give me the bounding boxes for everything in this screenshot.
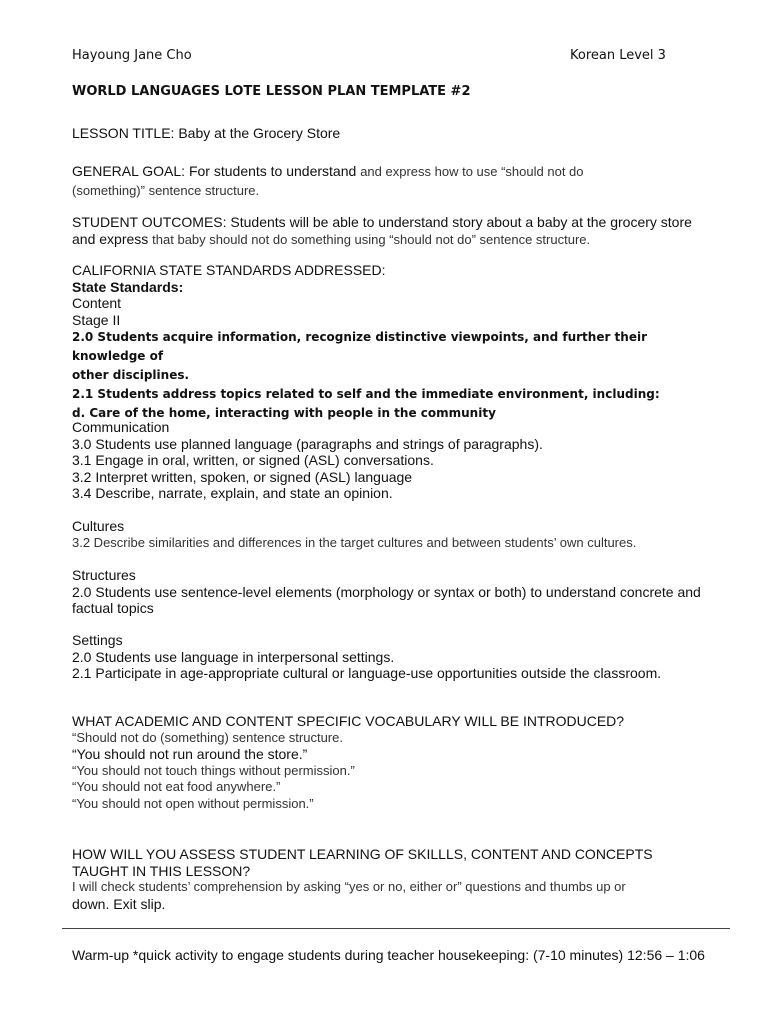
settings-item: 2.1 Participate in age-appropriate cultural or language-use opportunities outside the classroom. [72, 665, 662, 681]
cultures-section [72, 518, 702, 551]
template-title: WORLD LANGUAGES LOTE LESSON PLAN TEMPLATE #2 [72, 84, 471, 99]
warmup-line: Warm-up *quick activity to engage students during teacher housekeeping: (7-10 minutes) 12:56 – 1:06 [72, 947, 705, 963]
structures-line1: 2.0 Students use sentence-level elements (morphology or syntax or both) to understand concrete and [72, 583, 701, 600]
assessment-heading-line2: TAUGHT IN THIS LESSON? [72, 862, 251, 879]
communication-item: 3.0 Students use planned language (paragraphs and strings of paragraphs). [72, 435, 543, 452]
lesson-title: LESSON TITLE: Baby at the Grocery Store [72, 125, 341, 141]
vocabulary-heading: WHAT ACADEMIC AND CONTENT SPECIFIC VOCABULARY WILL BE INTRODUCED? [72, 713, 625, 729]
vocabulary-item: “You should not touch things without permission.” [72, 762, 355, 778]
vocabulary-item: “You should not open without permission.” [72, 795, 314, 811]
assessment-heading-line1: HOW WILL YOU ASSESS STUDENT LEARNING OF SKILLLS, CONTENT AND CONCEPTS [72, 846, 653, 862]
communication-item: 3.2 Interpret written, spoken, or signed (ASL) language [72, 468, 413, 485]
standards-heading: CALIFORNIA STATE STANDARDS ADDRESSED: [72, 262, 386, 278]
vocabulary-item: “Should not do (something) sentence structure. [72, 729, 343, 745]
structures-section [72, 567, 702, 617]
general-goal-rest: and express how to use “should not do [360, 164, 584, 179]
author-name: Hayoung Jane Cho [72, 48, 192, 63]
vocabulary-section [72, 713, 702, 812]
standard-2-0-cont: other disciplines. [72, 368, 190, 382]
communication-item: 3.4 Describe, narrate, explain, and state an opinion. [72, 485, 393, 501]
standards-subheading: State Standards: [72, 278, 184, 295]
settings-heading: Settings [72, 632, 123, 648]
general-goal [72, 163, 702, 199]
cultures-heading: Cultures [72, 518, 125, 534]
standards-content: Content [72, 295, 122, 311]
communication-section [72, 419, 702, 502]
standard-2-1-d: d. Care of the home, interacting with people in the community [72, 406, 496, 420]
vocabulary-item: “You should not run around the store.” [72, 746, 308, 762]
standard-2-0: 2.0 Students acquire information, recognize distinctive viewpoints, and further their knowledge of [72, 330, 648, 363]
structures-line2: factual topics [72, 600, 154, 616]
divider-rule [62, 928, 730, 929]
cultures-item: 3.2 Describe similarities and differences in the target cultures and between students’ own cultures. [72, 534, 637, 550]
student-outcomes-line1: STUDENT OUTCOMES: Students will be able to understand story about a baby at the grocery store [72, 214, 692, 230]
standards-section [72, 262, 702, 423]
standards-stage: Stage II [72, 311, 121, 328]
student-outcomes-line2b: that baby should not do something using “should not do” sentence structure. [152, 231, 591, 247]
student-outcomes [72, 214, 702, 248]
assessment-section [72, 846, 702, 912]
assessment-line1: I will check students’ comprehension by asking “yes or no, either or” questions and thumbs up or [72, 879, 626, 894]
course-level: Korean Level 3 [570, 48, 666, 63]
student-outcomes-line2a: and express [72, 230, 153, 247]
communication-item: 3.1 Engage in oral, written, or signed (ASL) conversations. [72, 452, 434, 468]
general-goal-line2: (something)” sentence structure. [72, 182, 260, 198]
assessment-line2: down. Exit slip. [72, 895, 166, 912]
settings-section [72, 632, 702, 682]
communication-heading: Communication [72, 419, 170, 435]
standard-2-1: 2.1 Students address topics related to self and the immediate environment, including: [72, 387, 660, 401]
settings-item: 2.0 Students use language in interpersonal settings. [72, 648, 395, 665]
general-goal-lead: GENERAL GOAL: For students to understand [72, 163, 361, 179]
vocabulary-item: “You should not eat food anywhere.” [72, 779, 281, 794]
structures-heading: Structures [72, 567, 136, 583]
